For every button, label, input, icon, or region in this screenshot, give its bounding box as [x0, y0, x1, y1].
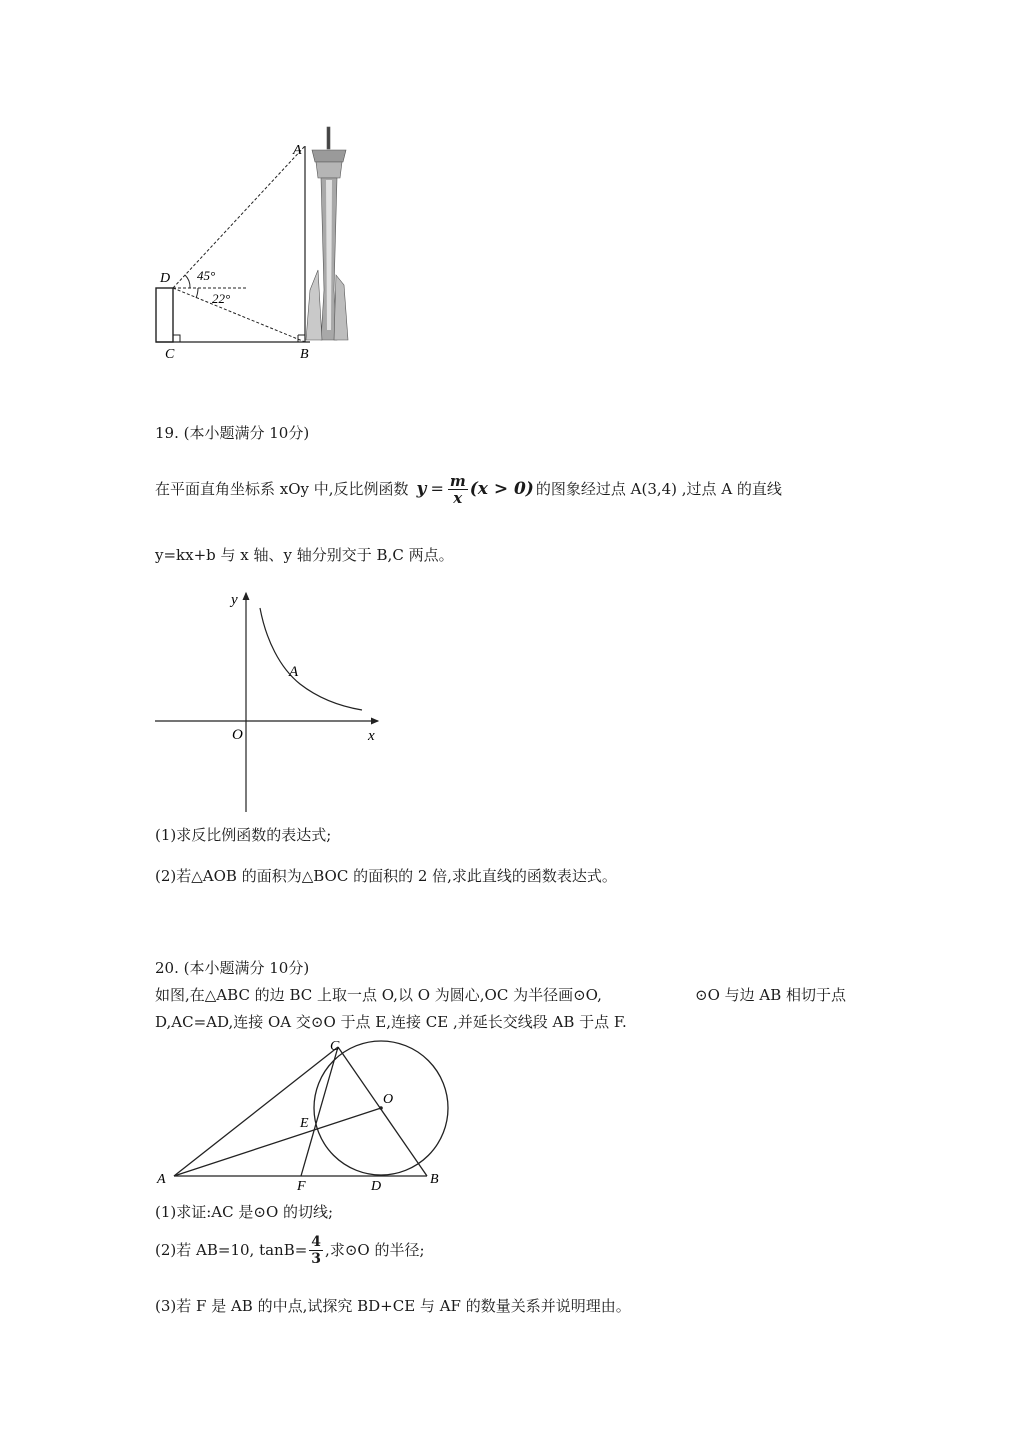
q19-formula-den: x [453, 488, 463, 507]
tower-image [306, 127, 348, 340]
q20-part3: (3)若 F 是 AB 的中点,试探究 BD+CE 与 AF 的数量关系并说明理由。 [155, 1297, 631, 1315]
graph-label-A: A [289, 664, 299, 680]
q19-formula-num: m [449, 471, 466, 490]
fig-label-A: A [157, 1172, 166, 1187]
q20-tanB-fraction [309, 1234, 323, 1267]
fig-label-O: O [383, 1092, 394, 1107]
q20-stem-line1-b: ⊙O 与边 AB 相切于点 [695, 986, 847, 1004]
graph-label-y: y [231, 592, 238, 608]
q20-stem-line2: D,AC=AD,连接 OA 交⊙O 于点 E,连接 CE ,并延长交线段 AB 于点 F. [155, 1013, 627, 1031]
q19-part2: (2)若△AOB 的面积为△BOC 的面积的 2 倍,求此直线的函数表达式。 [155, 867, 617, 885]
q20-tanB-num: 4 [311, 1233, 322, 1250]
fig-label-F: F [297, 1179, 306, 1194]
q20-figure [150, 1035, 450, 1195]
q20-part1: (1)求证:AC 是⊙O 的切线; [155, 1203, 334, 1221]
tower-angle-22: 22° [212, 291, 231, 306]
q19-graph [150, 585, 385, 815]
tower-label-B: B [300, 347, 309, 362]
q20-part2 [155, 1230, 425, 1270]
fig-label-C: C [330, 1039, 340, 1054]
tower-label-A: A [293, 143, 302, 158]
q19-stem-pre: 在平面直角坐标系 xOy 中,反比例函数 [155, 480, 409, 498]
tower-label-D: D [160, 271, 171, 286]
q19-stem-line2: y=kx+b 与 x 轴、y 轴分别交于 B,C 两点。 [155, 546, 454, 564]
q19-formula-y: y [416, 479, 427, 499]
tower-angle-45: 45° [197, 268, 216, 283]
fig-label-E: E [300, 1116, 309, 1131]
fig-label-D: D [371, 1179, 382, 1194]
fig-label-B: B [430, 1172, 439, 1187]
building-rect [156, 288, 173, 342]
tower-figure [150, 120, 360, 370]
q19-stem-post: 的图象经过点 A(3,4) ,过点 A 的直线 [535, 480, 782, 498]
q20-part2-post: ,求⊙O 的半径; [325, 1241, 425, 1259]
q20-header: 20. (本小题满分 10分) [155, 959, 310, 977]
q19-formula-cond: (x > 0) [469, 479, 534, 499]
q20-stem-line1-a: 如图,在△ABC 的边 BC 上取一点 O,以 O 为圆心,OC 为半径画⊙O, [155, 986, 602, 1004]
q19-part1: (1)求反比例函数的表达式; [155, 826, 332, 844]
hyperbola-curve [260, 608, 362, 710]
q20-part2-pre: (2)若 AB=10, tanB= [155, 1241, 308, 1259]
graph-label-x: x [368, 728, 375, 744]
q20-tanB-den: 3 [311, 1250, 322, 1267]
q19-header: 19. (本小题满分 10分) [155, 424, 310, 442]
q19-formula-eq: = [430, 479, 444, 498]
q19-stem-line1 [155, 466, 782, 512]
q19-formula-fraction [448, 473, 468, 506]
graph-label-O: O [232, 727, 243, 743]
tower-label-C: C [165, 347, 175, 362]
